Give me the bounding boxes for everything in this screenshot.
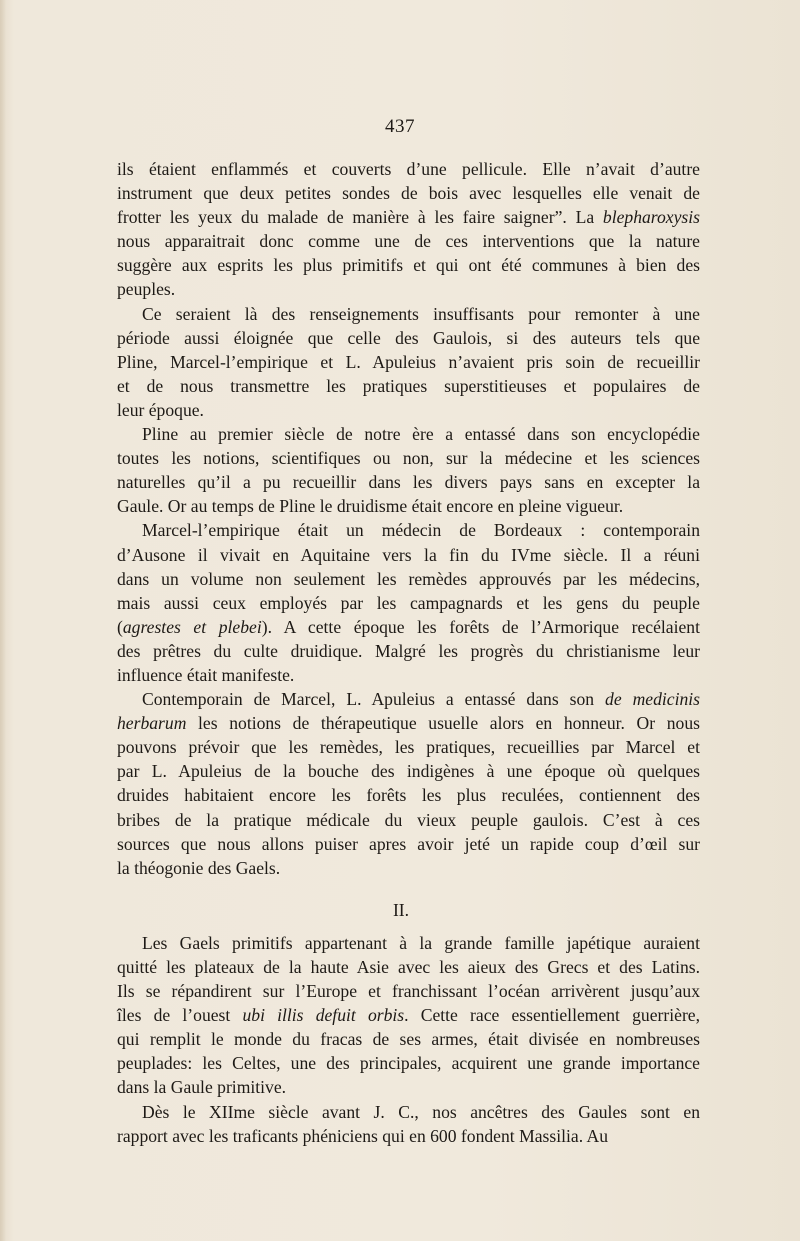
text-before-section (92, 157, 700, 880)
text-line: nous apparaitrait donc comme une de ces interventions que la nature (117, 231, 700, 252)
text-line: dans un volume non seulement les remèdes approuvés par les médecins, (117, 568, 700, 589)
text-after-section (92, 931, 700, 1148)
text-line: peuples. (117, 279, 176, 300)
text-line: instrument que deux petites sondes de bois avec lesquelles elle venait de (117, 183, 700, 204)
paragraph-p1 (92, 157, 700, 302)
text-line: Gaule. Or au temps de Pline le druidisme était encore en pleine vigueur. (117, 496, 624, 517)
text-line: qui remplit le monde du fracas de ses armes, était divisée en nombreuses (117, 1029, 700, 1050)
text-line: d’Ausone il vivait en Aquitaine vers la fin du IVme siècle. Il a réuni (117, 544, 700, 565)
italic-phrase: blepharoxysis (602, 207, 700, 228)
italic-phrase: ubi illis defuit orbis (242, 1005, 405, 1026)
text-line: Marcel-l’empirique était un médecin de Bordeaux : contemporain (142, 520, 700, 541)
paragraph-p5 (92, 687, 700, 880)
text-line: rapport avec les traficants phéniciens qui en 600 fondent Massilia. Au (117, 1125, 609, 1146)
text-line: îles de l’ouest ubi illis defuit orbis. Cette race essentiellement guerrière, (117, 1005, 701, 1026)
text-line: des prêtres du culte druidique. Malgré les progrès du christianisme leur (117, 640, 700, 661)
text-line: toutes les notions, scientifiques ou non, sur la médecine et les sciences (117, 448, 700, 469)
paragraph-p3 (92, 422, 700, 518)
text-line: bribes de la pratique médicale du vieux peuple gaulois. C’est à ces (117, 809, 700, 830)
text-line: Dès le XIIme siècle avant J. C., nos ancêtres des Gaules sont en (142, 1101, 700, 1122)
italic-phrase: agrestes et plebei (122, 616, 262, 637)
paragraph-p7 (92, 1100, 700, 1148)
text-line: druides habitaient encore les forêts les plus reculées, contiennent des (117, 785, 700, 806)
text-line: herbarum les notions de thérapeutique usuelle alors en honneur. Or nous (117, 713, 700, 734)
text-line: suggère aux esprits les plus primitifs et qui ont été communes à bien des (117, 255, 700, 276)
text-line: période aussi éloignée que celle des Gaulois, si des auteurs tels que (117, 327, 700, 348)
text-line: la théogonie des Gaels. (117, 857, 281, 878)
text-line: (agrestes et plebei). A cette époque les forêts de l’Armorique recélaient (117, 616, 700, 637)
text-line: dans la Gaule primitive. (117, 1077, 287, 1098)
section-heading: II. (392, 899, 410, 920)
text-line: Contemporain de Marcel, L. Apuleius a entassé dans son de medicinis (142, 689, 700, 710)
text-line: par L. Apuleius de la bouche des indigènes à une époque où quelques (117, 761, 700, 782)
text-line: quitté les plateaux de la haute Asie avec les aieux des Grecs et des Latins. (117, 957, 700, 977)
text-line: et de nous transmettre les pratiques superstitieuses et populaires de (117, 375, 700, 396)
paragraph-p6 (92, 931, 700, 1100)
italic-phrase: de medicinis (605, 689, 700, 710)
body-text (92, 157, 700, 1148)
text-line: ils étaient enflammés et couverts d’une pellicule. Elle n’avait d’autre (117, 159, 700, 179)
text-line: Pline, Marcel-l’empirique et L. Apuleius n’avaient pris soin de recueillir (117, 351, 700, 372)
text-line: peuplades: les Celtes, une des principales, acquirent une grande importance (117, 1053, 700, 1074)
page-edge-shadow (0, 0, 6, 1241)
text-line: sources que nous allons puiser apres avoir jeté un rapide coup d’œil sur (117, 833, 700, 854)
text-line: leur époque. (117, 399, 204, 420)
page-number: 437 (385, 116, 415, 137)
italic-phrase: herbarum (117, 713, 187, 734)
text-line: influence était manifeste. (117, 664, 295, 685)
text-line: frotter les yeux du malade de manière à les faire saigner”. La blepharoxysis (117, 207, 700, 228)
text-line: pouvons prévoir que les remèdes, les pratiques, recueillies par Marcel et (117, 737, 700, 758)
paragraph-p4 (92, 518, 700, 687)
paragraph-p2 (92, 302, 700, 422)
text-line: mais aussi ceux employés par les campagnards et les gens du peuple (117, 592, 700, 613)
text-line: Les Gaels primitifs appartenant à la grande famille japétique auraient (142, 932, 700, 953)
text-line: Ce seraient là des renseignements insuffisants pour remonter à une (142, 303, 700, 324)
text-line: Pline au premier siècle de notre ère a entassé dans son encyclopédie (142, 424, 700, 445)
text-line: Ils se répandirent sur l’Europe et franchissant l’océan arrivèrent jusqu’aux (117, 981, 700, 1002)
text-line: naturelles qu’il a pu recueillir dans les divers pays sans en excepter la (117, 472, 700, 493)
